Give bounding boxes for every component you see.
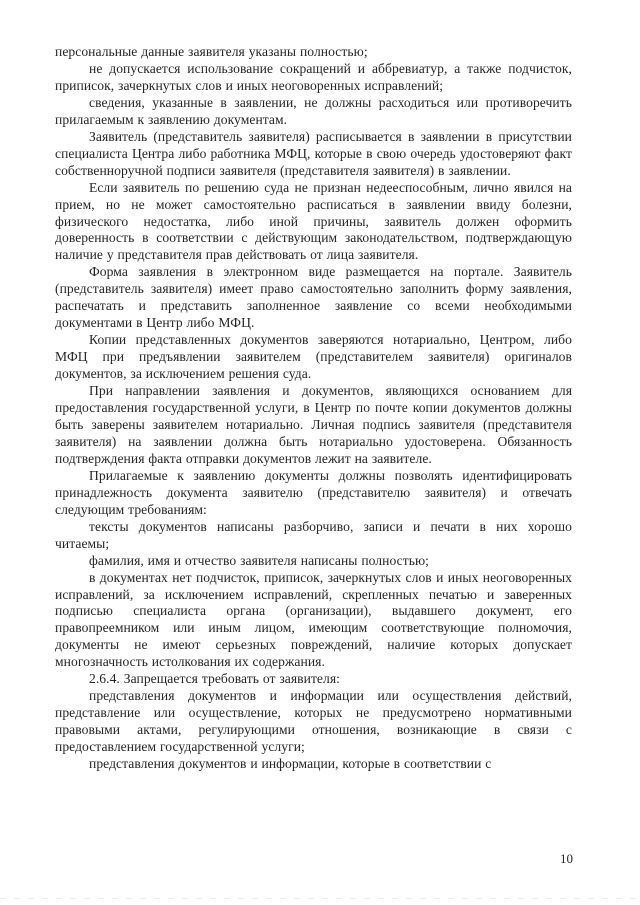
paragraph: Форма заявления в электронном виде размещается на портале. Заявитель (представитель заявителя) имеет право самостоятельно заполнить форму заявления, распечатать и представить заполненное заявление со всеми необходимыми документами в Центр либо МФЦ. [55, 264, 572, 331]
paragraph: Копии представленных документов заверяются нотариально, Центром, либо МФЦ при предъявлении заявителем (представителем заявителя) оригиналов документов, за исключением решения суда. [55, 332, 572, 382]
paragraph: сведения, указанные в заявлении, не должны расходиться или противоречить прилагаемым к заявлению документам. [55, 94, 572, 127]
paragraph: 2.6.4. Запрещается требовать от заявителя: [89, 671, 340, 687]
paragraph: фамилия, имя и отчество заявителя написаны полностью; [89, 552, 430, 568]
paragraph: При направлении заявления и документов, являющихся основанием для предоставления государственной услуги, в Центр по почте копии документов должны быть заверены заявителем нотариально. Личная подпись заявителя (представителя заявителя) на заявлении должна быть нотариально удостоверена. Обязанность подтверждения факта отправки документов лежит на заявителе. [55, 383, 572, 466]
paragraph: не допускается использование сокращений и аббревиатур, а также подчисток, приписок, зачеркнутых слов и иных неоговоренных исправлений; [55, 60, 572, 93]
paragraph: в документах нет подчисток, приписок, зачеркнутых слов и иных неоговоренных исправлений, за исключением исправлений, скрепленных печатью и заверенных подписью специалиста органа (организации), выдавшего документ, его правопреемником или иным лицом, имеющим соответствующие полномочия, документы не имеют серьезных повреждений, наличие которых допускает многозначность истолкования их содержания. [55, 569, 572, 670]
paragraph: персональные данные заявителя указаны полностью; [55, 44, 368, 59]
paragraph: Если заявитель по решению суда не признан недееспособным, лично явился на прием, но не может самостоятельно расписаться в заявлении ввиду болезни, физического недостатка, либо иной причины, заявитель должен оформить доверенность в соответствии с действующим законодательством, подтверждающую наличие у представителя прав действовать от лица заявителя. [55, 179, 572, 263]
paragraph: представления документов и информации, которые в соответствии с [89, 756, 492, 772]
paragraph: Прилагаемые к заявлению документы должны позволять идентифицировать принадлежность документа заявителю (представителю заявителя) и отвечать следующим требованиям: [55, 467, 572, 517]
page-number: 10 [560, 851, 573, 866]
scan-edge-divider [0, 898, 640, 899]
document-body [55, 44, 572, 773]
paragraph: тексты документов написаны разборчиво, записи и печати в них хорошо читаемы; [55, 518, 572, 551]
paragraph: представления документов и информации или осуществления действий, представление или осуществление, которых не предусмотрено нормативными правовыми актами, регулирующими отношения, возникающие в связи с предоставлением государственной услуги; [55, 688, 572, 755]
paragraph: Заявитель (представитель заявителя) расписывается в заявлении в присутствии специалиста Центра либо работника МФЦ, которые в свою очередь удостоверяют факт собственноручной подписи заявителя (представителя заявителя) в заявлении. [55, 128, 572, 178]
